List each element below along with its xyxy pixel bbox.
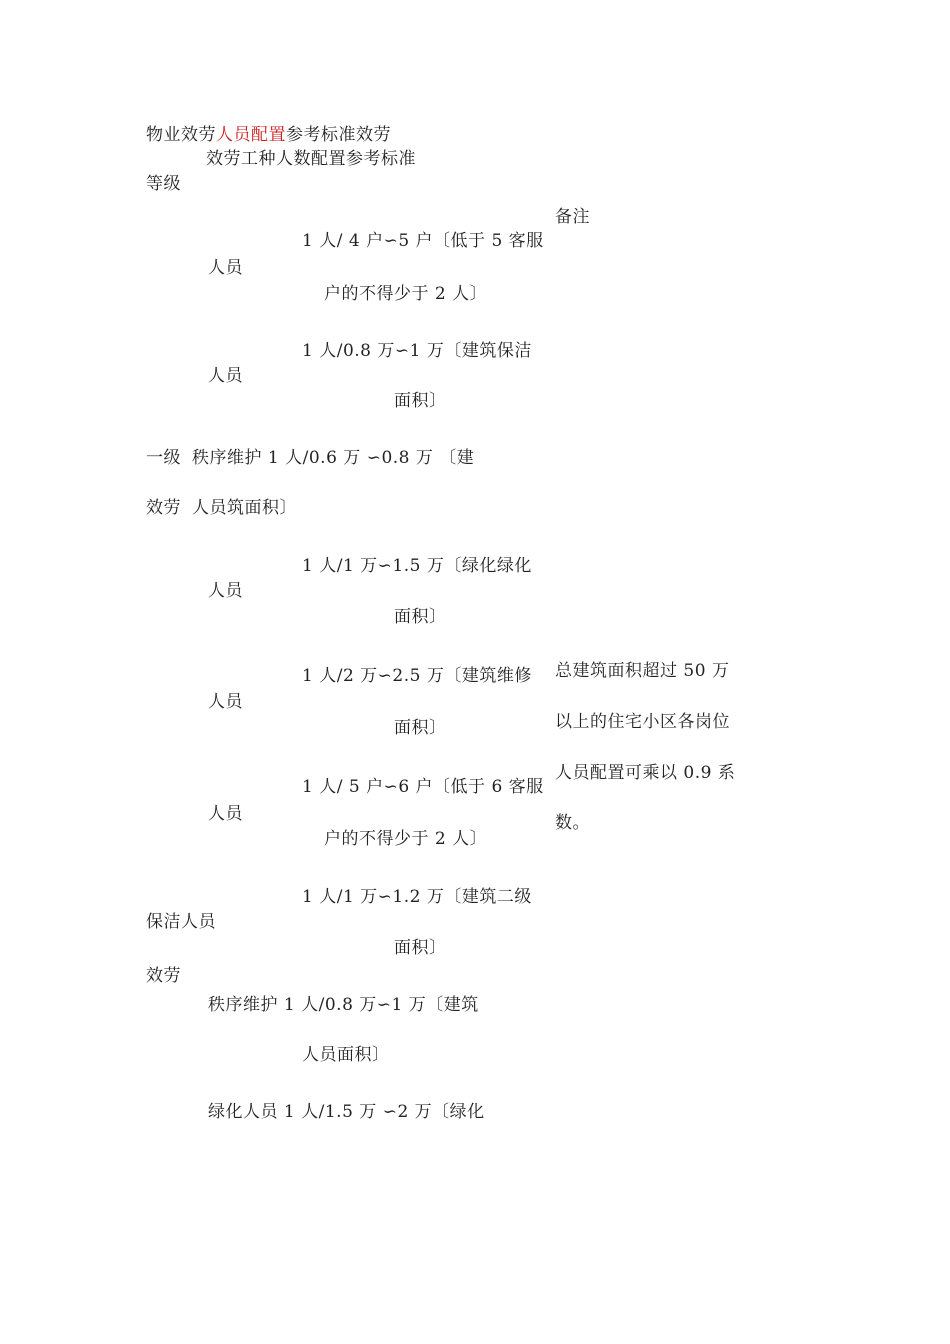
l2-customer-staff: 人员 — [208, 804, 243, 824]
l1-security-ratio: 秩序维护 1 人/0.6 万 ∽0.8 万 〔建 — [192, 448, 475, 468]
header-grade: 等级 — [146, 174, 181, 194]
l1-customer-staff: 人员 — [208, 258, 243, 278]
remark-line-3: 人员配置可乘以 0.9 系 — [555, 763, 736, 783]
l1-service-label: 效劳 — [146, 498, 181, 518]
l1-cleaning-ratio-cont: 面积〕 — [394, 391, 447, 411]
l2-cleaning-label: 保洁人员 — [146, 912, 216, 932]
l1-security-ratio-cont: 人员筑面积〕 — [192, 498, 297, 518]
remark-line-2: 以上的住宅小区各岗位 — [555, 712, 730, 732]
l1-maintenance-ratio-cont: 面积〕 — [394, 718, 447, 738]
l1-cleaning-staff: 人员 — [208, 366, 243, 386]
title-suffix: 参考标准效劳 — [286, 125, 391, 145]
remark-line-4: 数。 — [555, 813, 590, 833]
l2-security-ratio-cont: 人员面积〕 — [302, 1045, 390, 1065]
l2-cleaning-ratio-cont: 面积〕 — [394, 938, 447, 958]
remark-line-1: 总建筑面积超过 50 万 — [555, 661, 730, 681]
l1-greening-ratio: 1 人/1 万∽1.5 万〔绿化绿化 — [302, 556, 532, 576]
title-prefix: 物业效劳 — [146, 125, 216, 145]
page-title — [146, 124, 391, 146]
l1-customer-ratio: 1 人/ 4 户∽5 户〔低于 5 客服 — [302, 231, 544, 251]
table-subtitle: 效劳工种人数配置参考标准 — [206, 149, 416, 169]
l2-customer-ratio-cont: 户的不得少于 2 人〕 — [324, 829, 488, 849]
l1-maintenance-ratio: 1 人/2 万∽2.5 万〔建筑维修 — [302, 666, 532, 686]
l1-grade-label: 一级 — [146, 448, 181, 468]
l1-maintenance-staff: 人员 — [208, 692, 243, 712]
title-highlight: 人员配置 — [216, 125, 286, 145]
l1-cleaning-ratio: 1 人/0.8 万∽1 万〔建筑保洁 — [302, 341, 532, 361]
l2-greening-ratio: 绿化人员 1 人/1.5 万 ∽2 万〔绿化 — [208, 1102, 485, 1122]
l1-customer-ratio-cont: 户的不得少于 2 人〕 — [324, 284, 488, 304]
l2-customer-ratio: 1 人/ 5 户∽6 户〔低于 6 客服 — [302, 777, 544, 797]
l2-security-ratio: 秩序维护 1 人/0.8 万∽1 万〔建筑 — [208, 995, 479, 1015]
l2-cleaning-ratio: 1 人/1 万∽1.2 万〔建筑二级 — [302, 887, 532, 907]
l1-greening-ratio-cont: 面积〕 — [394, 607, 447, 627]
header-remark: 备注 — [555, 207, 590, 227]
l2-service-label: 效劳 — [146, 966, 181, 986]
l1-greening-staff: 人员 — [208, 581, 243, 601]
